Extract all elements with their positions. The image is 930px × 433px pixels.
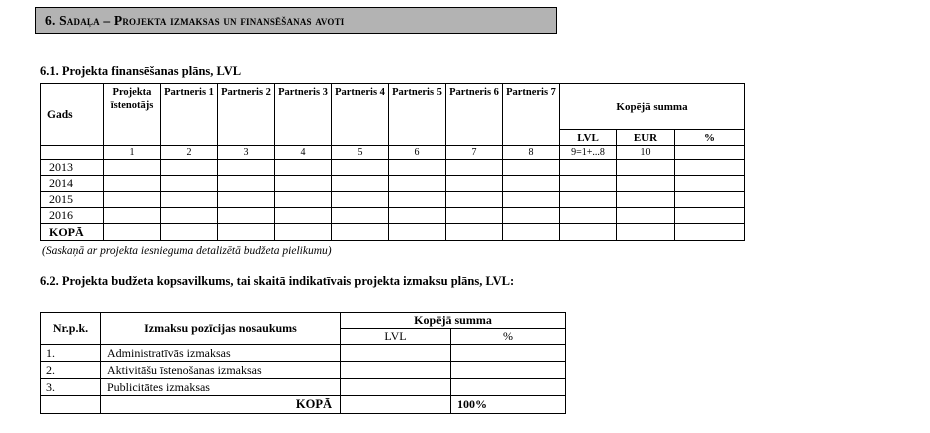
section-header-bar [35, 7, 557, 34]
value-cell[interactable] [675, 208, 745, 224]
section-6-1-title: 6.1. Projekta finansēšanas plāns, LVL [40, 64, 242, 78]
value-cell[interactable] [446, 176, 503, 192]
subheader-lvl: LVL [341, 329, 451, 345]
row-number: 3. [41, 379, 101, 396]
col-header-cost-position: Izmaksu pozīcijas nosaukums [101, 313, 341, 345]
budget-summary-table [40, 312, 566, 414]
section-header-title: 6. Sadaļa – Projekta izmaksas un finansēšanas avoti [45, 12, 345, 28]
value-cell[interactable] [451, 379, 566, 396]
subheader-percent: % [451, 329, 566, 345]
value-cell[interactable] [104, 208, 161, 224]
col-header-total-sum: Kopējā summa [560, 84, 745, 130]
year-row-label: 2016 [41, 208, 104, 224]
value-cell[interactable] [503, 160, 560, 176]
value-cell[interactable] [161, 160, 218, 176]
col-header-partner-5: Partneris 5 [389, 84, 446, 146]
col-header-number: Nr.p.k. [41, 313, 101, 345]
value-cell[interactable] [446, 192, 503, 208]
value-cell[interactable] [503, 224, 560, 241]
value-cell[interactable] [675, 160, 745, 176]
financing-plan-table [40, 83, 745, 241]
value-cell[interactable] [161, 176, 218, 192]
subheader-percent: % [675, 130, 745, 146]
column-number: 6 [389, 146, 446, 160]
value-cell[interactable] [332, 224, 389, 241]
col-header-total-sum: Kopējā summa [341, 313, 566, 329]
column-number: 7 [446, 146, 503, 160]
column-number: 9=1+...8 [560, 146, 617, 160]
subheader-eur: EUR [617, 130, 675, 146]
column-number: 4 [275, 146, 332, 160]
value-cell[interactable] [332, 208, 389, 224]
value-cell[interactable] [389, 208, 446, 224]
value-cell[interactable] [389, 192, 446, 208]
value-cell[interactable] [560, 208, 617, 224]
cost-position-name: Publicitātes izmaksas [101, 379, 341, 396]
empty-cell [675, 146, 745, 160]
value-cell[interactable] [332, 192, 389, 208]
total-row-label: KOPĀ [41, 224, 104, 241]
year-row-label: 2013 [41, 160, 104, 176]
value-cell[interactable] [675, 192, 745, 208]
value-cell[interactable] [275, 224, 332, 241]
section-6-2-title: 6.2. Projekta budžeta kopsavilkums, tai skaitā indikatīvais projekta izmaksu plāns, LVL: [40, 274, 515, 288]
value-cell[interactable] [218, 224, 275, 241]
col-header-partner-2: Partneris 2 [218, 84, 275, 146]
value-cell[interactable] [275, 160, 332, 176]
value-cell[interactable] [341, 396, 451, 414]
value-cell[interactable] [675, 224, 745, 241]
column-number: 3 [218, 146, 275, 160]
value-cell[interactable] [503, 176, 560, 192]
empty-cell [41, 396, 101, 414]
value-cell[interactable] [275, 208, 332, 224]
row-number: 1. [41, 345, 101, 362]
value-cell[interactable] [560, 176, 617, 192]
value-cell[interactable] [389, 224, 446, 241]
value-cell[interactable] [104, 176, 161, 192]
col-header-partner-4: Partneris 4 [332, 84, 389, 146]
value-cell[interactable] [218, 208, 275, 224]
value-cell[interactable] [560, 192, 617, 208]
cost-position-name: Aktivitāšu īstenošanas izmaksas [101, 362, 341, 379]
total-row-label: KOPĀ [101, 396, 341, 414]
empty-cell [41, 146, 104, 160]
value-cell[interactable] [104, 224, 161, 241]
value-cell[interactable] [617, 224, 675, 241]
value-cell[interactable] [341, 379, 451, 396]
value-cell[interactable] [275, 176, 332, 192]
year-row-label: 2014 [41, 176, 104, 192]
value-cell[interactable] [104, 192, 161, 208]
col-header-partner-1: Partneris 1 [161, 84, 218, 146]
col-header-year: Gads [41, 84, 104, 146]
value-cell[interactable] [218, 192, 275, 208]
col-header-partner-7: Partneris 7 [503, 84, 560, 146]
value-cell[interactable] [446, 224, 503, 241]
value-cell[interactable] [451, 345, 566, 362]
value-cell[interactable] [389, 176, 446, 192]
value-cell[interactable] [503, 208, 560, 224]
value-cell[interactable] [503, 192, 560, 208]
column-number: 2 [161, 146, 218, 160]
row-number: 2. [41, 362, 101, 379]
col-header-partner-3: Partneris 3 [275, 84, 332, 146]
value-cell[interactable] [104, 160, 161, 176]
value-cell[interactable] [617, 160, 675, 176]
value-cell[interactable] [332, 160, 389, 176]
budget-annex-note: (Saskaņā ar projekta iesnieguma detalizētā budžeta pielikumu) [42, 245, 332, 257]
value-cell[interactable] [446, 160, 503, 176]
col-header-implementer: Projekta īstenotājs [104, 84, 161, 146]
value-cell[interactable] [332, 176, 389, 192]
year-row-label: 2015 [41, 192, 104, 208]
value-cell[interactable] [218, 160, 275, 176]
value-cell[interactable] [451, 362, 566, 379]
value-cell[interactable] [617, 208, 675, 224]
value-cell[interactable] [341, 362, 451, 379]
col-header-partner-6: Partneris 6 [446, 84, 503, 146]
column-number: 8 [503, 146, 560, 160]
value-cell[interactable] [275, 192, 332, 208]
value-cell[interactable] [161, 224, 218, 241]
column-number: 10 [617, 146, 675, 160]
value-cell[interactable] [218, 176, 275, 192]
value-cell[interactable] [161, 208, 218, 224]
cost-position-name: Administratīvās izmaksas [101, 345, 341, 362]
column-number: 5 [332, 146, 389, 160]
value-cell[interactable] [389, 160, 446, 176]
column-number: 1 [104, 146, 161, 160]
subheader-lvl: LVL [560, 130, 617, 146]
value-cell[interactable] [161, 192, 218, 208]
value-cell[interactable] [675, 176, 745, 192]
value-cell[interactable] [617, 176, 675, 192]
value-cell[interactable] [617, 192, 675, 208]
total-percent-value: 100% [451, 396, 566, 414]
value-cell[interactable] [560, 160, 617, 176]
value-cell[interactable] [560, 224, 617, 241]
value-cell[interactable] [341, 345, 451, 362]
value-cell[interactable] [446, 208, 503, 224]
